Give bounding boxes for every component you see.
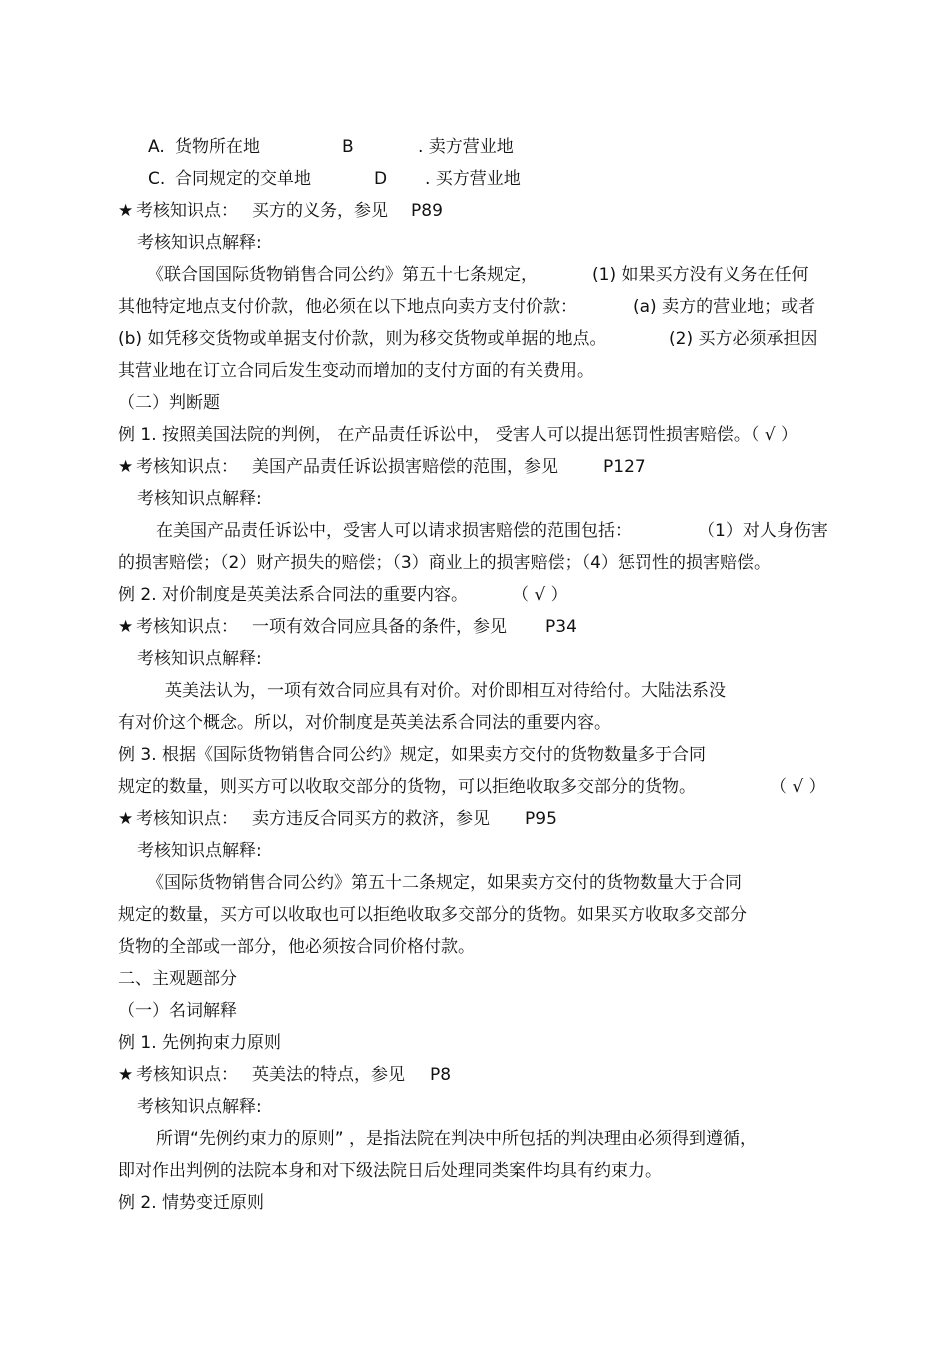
star-icon: ★ xyxy=(118,1065,134,1085)
explanation-line: (2) 买方必须承担因 xyxy=(669,329,818,349)
kp-explanation-label: 考核知识点解释: xyxy=(137,233,262,253)
option-c-letter: C. xyxy=(148,169,166,189)
example-question: 例 3. 根据《国际货物销售合同公约》规定，如果卖方交付的货物数量多于合同 xyxy=(118,745,707,765)
explanation-line: 《国际货物销售合同公约》第五十二条规定，如果卖方交付的货物数量大于合同 xyxy=(147,873,742,893)
kp-text: 美国产品责任诉讼损害赔偿的范围，参见 xyxy=(252,457,558,477)
star-icon: ★ xyxy=(118,617,134,637)
option-d-text: . 买方营业地 xyxy=(425,169,521,189)
kp-page: P8 xyxy=(430,1065,452,1085)
option-b-text: . 卖方营业地 xyxy=(418,137,514,157)
example-question: 例 2. 情势变迁原则 xyxy=(118,1193,265,1213)
section-heading: （一）名词解释 xyxy=(118,1001,237,1021)
kp-explanation-label: 考核知识点解释: xyxy=(137,489,262,509)
explanation-line: 英美法认为，一项有效合同应具有对价。对价即相互对待给付。大陆法系没 xyxy=(165,681,726,701)
kp-label: 考核知识点： xyxy=(136,457,238,477)
explanation-line: (a) 卖方的营业地；或者 xyxy=(633,297,816,317)
kp-text: 英美法的特点，参见 xyxy=(252,1065,405,1085)
kp-explanation-label: 考核知识点解释: xyxy=(137,649,262,669)
explanation-line: 的损害赔偿；（2）财产损失的赔偿；（3）商业上的损害赔偿；（4）惩罚性的损害赔偿。 xyxy=(118,553,771,573)
kp-label: 考核知识点： xyxy=(136,809,238,829)
star-icon: ★ xyxy=(118,457,134,477)
example-question: 例 2. 对价制度是英美法系合同法的重要内容。 xyxy=(118,585,469,605)
kp-text: 卖方违反合同买方的救济，参见 xyxy=(252,809,490,829)
kp-text: 一项有效合同应具备的条件，参见 xyxy=(252,617,507,637)
explanation-line: （1）对人身伤害 xyxy=(698,521,828,541)
option-a-text: 货物所在地 xyxy=(175,137,260,157)
part-heading: 二、主观题部分 xyxy=(118,969,237,989)
kp-label: 考核知识点： xyxy=(136,1065,238,1085)
kp-page: P89 xyxy=(411,201,443,221)
explanation-line: 其他特定地点支付价款，他必须在以下地点向卖方支付价款： xyxy=(118,297,577,317)
explanation-line: 规定的数量，买方可以收取也可以拒绝收取多交部分的货物。如果买方收取多交部分 xyxy=(118,905,747,925)
section-heading: （二）判断题 xyxy=(118,393,220,413)
kp-page: P95 xyxy=(525,809,557,829)
option-a-letter: A. xyxy=(148,137,165,157)
explanation-line: (b) 如凭移交货物或单据支付价款，则为移交货物或单据的地点。 xyxy=(118,329,607,349)
explanation-line: 在美国产品责任诉讼中，受害人可以请求损害赔偿的范围包括： xyxy=(156,521,632,541)
kp-page: P34 xyxy=(545,617,577,637)
explanation-line: 其营业地在订立合同后发生变动而增加的支付方面的有关费用。 xyxy=(118,361,594,381)
explanation-line: 即对作出判例的法院本身和对下级法院日后处理同类案件均具有约束力。 xyxy=(118,1161,662,1181)
option-d-letter: D xyxy=(374,169,388,189)
explanation-line: 《联合国国际货物销售合同公约》第五十七条规定， xyxy=(147,265,538,285)
star-icon: ★ xyxy=(118,809,134,829)
example-question: 规定的数量，则买方可以收取交部分的货物，可以拒绝收取多交部分的货物。 xyxy=(118,777,696,797)
explanation-line: 货物的全部或一部分，他必须按合同价格付款。 xyxy=(118,937,475,957)
option-c-text: 合同规定的交单地 xyxy=(175,169,311,189)
kp-text: 买方的义务，参见 xyxy=(252,201,388,221)
explanation-line: 有对价这个概念。所以，对价制度是英美法系合同法的重要内容。 xyxy=(118,713,611,733)
option-b-letter: B xyxy=(342,137,354,157)
answer-mark: （ √ ） xyxy=(770,777,826,797)
explanation-line: 所谓“先例约束力的原则” ，是指法院在判决中所包括的判决理由必须得到遵循， xyxy=(156,1129,758,1149)
kp-explanation-label: 考核知识点解释: xyxy=(137,841,262,861)
kp-label: 考核知识点： xyxy=(136,617,238,637)
answer-mark: （ √ ） xyxy=(512,585,568,605)
explanation-line: (1) 如果买方没有义务在任何 xyxy=(592,265,809,285)
kp-page: P127 xyxy=(603,457,646,477)
kp-explanation-label: 考核知识点解释: xyxy=(137,1097,262,1117)
kp-label: 考核知识点： xyxy=(136,201,238,221)
star-icon: ★ xyxy=(118,201,134,221)
example-question: 例 1. 先例拘束力原则 xyxy=(118,1033,282,1053)
example-question: 例 1. 按照美国法院的判例， 在产品责任诉讼中， 受害人可以提出惩罚性损害赔偿。（ √ ） xyxy=(118,425,798,445)
